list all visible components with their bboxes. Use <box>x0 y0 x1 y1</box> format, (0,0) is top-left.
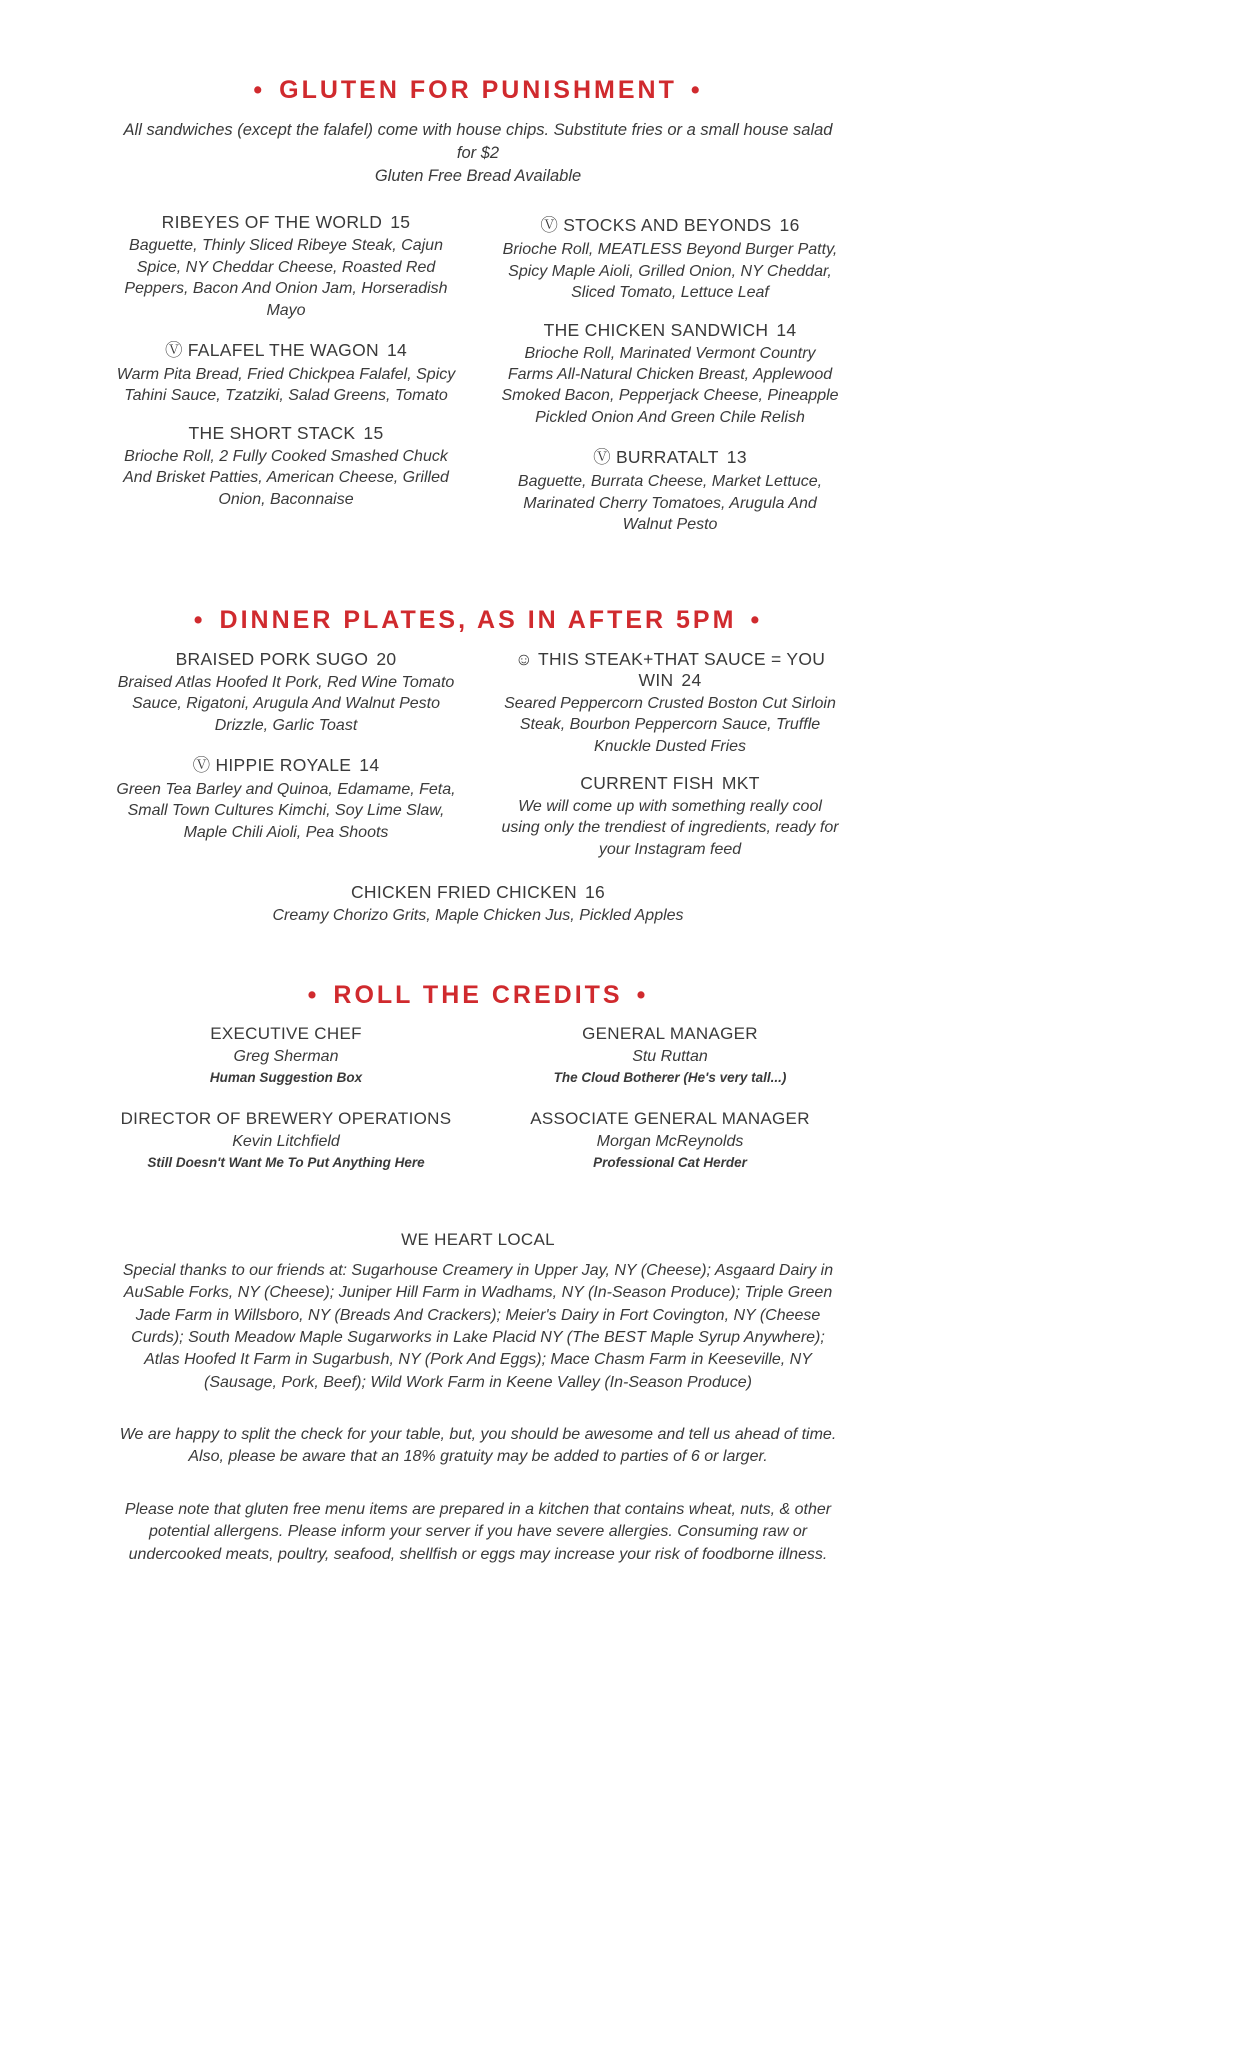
sandwiches-left-column <box>116 212 456 526</box>
menu-item-current-fish <box>500 773 840 860</box>
credit-tagline: The Cloud Botherer (He's very tall...) <box>553 1069 787 1085</box>
menu-item-name: THIS STEAK+THAT SAUCE = YOU WIN <box>537 648 826 690</box>
menu-item-description: Green Tea Barley and Quinoa, Edamame, Feta, Small Town Cultures Kimchi, Soy Lime Slaw, Maple Chili Aioli, Pea Shoots <box>116 780 456 841</box>
menu-item-price: 14 <box>776 319 797 340</box>
menu-item-title <box>116 649 456 670</box>
credit-role: ASSOCIATE GENERAL MANAGER <box>530 1108 810 1128</box>
menu-item-description: Warm Pita Bread, Fried Chickpea Falafel, Spicy Tahini Sauce, Tzatziki, Salad Greens, Tomato <box>116 366 456 405</box>
dinner-left-column <box>116 649 456 860</box>
credit-role: DIRECTOR OF BREWERY OPERATIONS <box>120 1108 452 1128</box>
gratuity-note: We are happy to split the check for your table, but, you should be awesome and tell us ahead of time. Also, please be aware that an 18% gratuity may be added to parties of 6 or larger. <box>119 1426 837 1466</box>
menu-item-price: 14 <box>386 340 408 361</box>
vegetarian-icon: Ⓥ <box>164 340 183 361</box>
menu-item-title <box>500 212 840 237</box>
menu-item-price: 14 <box>359 754 380 775</box>
menu-item-ribeyes-of-the-world <box>116 212 456 321</box>
credit-person: Stu Ruttan <box>632 1047 708 1065</box>
menu-item-price: 15 <box>363 422 384 443</box>
vegetarian-icon: Ⓥ <box>192 754 211 775</box>
sandwiches-note <box>116 119 840 188</box>
menu-item-name: BRAISED PORK SUGO <box>175 648 369 669</box>
menu-item-description: Creamy Chorizo Grits, Maple Chicken Jus, Pickled Apples <box>272 907 684 925</box>
menu-item-title <box>500 649 840 691</box>
menu-item-title <box>116 882 840 903</box>
credit-person: Greg Sherman <box>233 1047 339 1065</box>
menu-item-name: STOCKS AND BEYONDS <box>563 215 772 236</box>
sandwiches-note-line-1: All sandwiches (except the falafel) come with house chips. Substitute fries or a small house salad for $2 <box>123 121 833 163</box>
menu-item-price: 16 <box>779 215 800 236</box>
credit-tagline: Professional Cat Herder <box>593 1154 747 1170</box>
menu-item-title <box>500 320 840 341</box>
credit-general-manager <box>500 1024 840 1085</box>
menu-item-name: RIBEYES OF THE WORLD <box>161 212 383 233</box>
menu-item-the-chicken-sandwich <box>500 320 840 429</box>
menu-item-name: THE SHORT STACK <box>188 422 356 443</box>
credit-associate-general-manager <box>500 1109 840 1170</box>
credit-person: Kevin Litchfield <box>232 1132 340 1150</box>
menu-item-the-short-stack <box>116 423 456 510</box>
dinner-columns <box>116 649 840 877</box>
allergen-note: Please note that gluten free menu items are prepared in a kitchen that contains wheat, nuts, & other potential allergens. Please inform your server if you have severe allergies. Consuming raw or undercooked meats, poultry, seafood, shellfish or eggs may increase your risk of foodborne illness. <box>124 1500 832 1563</box>
menu-item-price: 15 <box>390 212 411 233</box>
section-title-dinner-plates: • DINNER PLATES, AS IN AFTER 5PM • <box>116 606 840 635</box>
credits-right-column <box>500 1024 840 1194</box>
dinner-center-row <box>116 882 840 926</box>
menu-item-burratalt <box>500 444 840 535</box>
menu-item-name: THE CHICKEN SANDWICH <box>543 319 769 340</box>
menu-item-name: FALAFEL THE WAGON <box>187 340 379 361</box>
menu-item-title <box>116 337 456 362</box>
menu-page <box>116 0 840 1566</box>
menu-item-this-steak-that-sauce <box>500 649 840 757</box>
menu-item-price: MKT <box>721 772 760 793</box>
menu-item-name: HIPPIE ROYALE <box>215 754 352 775</box>
menu-item-description: We will come up with something really cool using only the trendiest of ingredients, ready for your Instagram feed <box>501 797 839 858</box>
menu-item-price: 16 <box>584 882 606 903</box>
credits-left-column <box>116 1024 456 1194</box>
menu-item-price: 24 <box>681 669 702 690</box>
menu-item-description: Brioche Roll, MEATLESS Beyond Burger Patty, Spicy Maple Aioli, Grilled Onion, NY Cheddar, Sliced Tomato, Lettuce Leaf <box>502 241 838 302</box>
menu-item-title <box>500 773 840 794</box>
menu-item-title <box>500 444 840 469</box>
credit-director-of-brewery-operations <box>116 1109 456 1170</box>
sandwiches-columns <box>116 212 840 551</box>
menu-item-description: Brioche Roll, Marinated Vermont Country Farms All-Natural Chicken Breast, Applewood Smoked Bacon, Pepperjack Cheese, Pineapple Pickled Onion And Green Chile Relish <box>501 344 839 426</box>
section-title-gluten-for-punishment: • GLUTEN FOR PUNISHMENT • <box>116 76 840 105</box>
we-heart-local-title: WE HEART LOCAL <box>401 1229 555 1249</box>
menu-item-name: CURRENT FISH <box>580 772 714 793</box>
menu-item-falafel-the-wagon <box>116 337 456 407</box>
menu-item-chicken-fried-chicken <box>116 882 840 926</box>
credit-executive-chef <box>116 1024 456 1085</box>
credit-role: EXECUTIVE CHEF <box>210 1023 362 1043</box>
menu-item-description: Seared Peppercorn Crusted Boston Cut Sirloin Steak, Bourbon Peppercorn Sauce, Truffle Knuckle Dusted Fries <box>504 694 836 755</box>
section-title-roll-the-credits: • ROLL THE CREDITS • <box>116 981 840 1010</box>
menu-item-description: Baguette, Burrata Cheese, Market Lettuce, Marinated Cherry Tomatoes, Arugula And Walnut Pesto <box>517 473 823 534</box>
credit-tagline: Human Suggestion Box <box>209 1069 363 1085</box>
sandwiches-right-column <box>500 212 840 551</box>
vegetarian-icon: Ⓥ <box>593 447 611 468</box>
menu-item-description: Baguette, Thinly Sliced Ribeye Steak, Cajun Spice, NY Cheddar Cheese, Roasted Red Peppers, Bacon And Onion Jam, Horseradish Mayo <box>124 237 448 319</box>
credit-person: Morgan McReynolds <box>596 1132 744 1150</box>
smiley-icon: ☺ <box>514 648 533 669</box>
menu-item-price: 20 <box>376 648 397 669</box>
menu-item-title <box>116 212 456 233</box>
menu-item-description: Brioche Roll, 2 Fully Cooked Smashed Chuck And Brisket Patties, American Cheese, Grilled Onion, Baconnaise <box>123 447 449 508</box>
vegetarian-icon: Ⓥ <box>540 215 559 236</box>
menu-item-description: Braised Atlas Hoofed It Pork, Red Wine Tomato Sauce, Rigatoni, Arugula And Walnut Pesto Drizzle, Garlic Toast <box>117 673 455 734</box>
menu-item-stocks-and-beyonds <box>500 212 840 303</box>
menu-item-title <box>116 423 456 444</box>
credits-columns <box>116 1024 840 1194</box>
dinner-right-column <box>500 649 840 877</box>
menu-item-braised-pork-sugo <box>116 649 456 736</box>
sandwiches-note-line-2: Gluten Free Bread Available <box>374 167 582 186</box>
menu-item-name: CHICKEN FRIED CHICKEN <box>350 882 577 903</box>
we-heart-local-text: Special thanks to our friends at: Sugarhouse Creamery in Upper Jay, NY (Cheese); Asgaard Dairy in AuSable Forks, NY (Cheese); Juniper Hill Farm in Wadhams, NY (In-Season Produce); Triple Green Jade Farm in Willsboro, NY (Breads And Crackers); Meier's Dairy in Fort Covington, NY (Cheese Curds); South Meadow Maple Sugarworks in Lake Placid NY (The BEST Maple Syrup Anywhere); Atlas Hoofed It Farm in Sugarbush, NY (Pork And Eggs); Mace Chasm Farm in Keeseville, NY (Sausage, Pork, Beef); Wild Work Farm in Keene Valley (In-Season Produce) <box>122 1261 834 1391</box>
menu-item-title <box>116 752 456 777</box>
credit-tagline: Still Doesn't Want Me To Put Anything Here <box>147 1154 425 1170</box>
menu-item-hippie-royale <box>116 752 456 843</box>
menu-item-name: BURRATALT <box>615 447 719 468</box>
credit-role: GENERAL MANAGER <box>582 1023 758 1043</box>
menu-item-price: 13 <box>726 447 747 468</box>
